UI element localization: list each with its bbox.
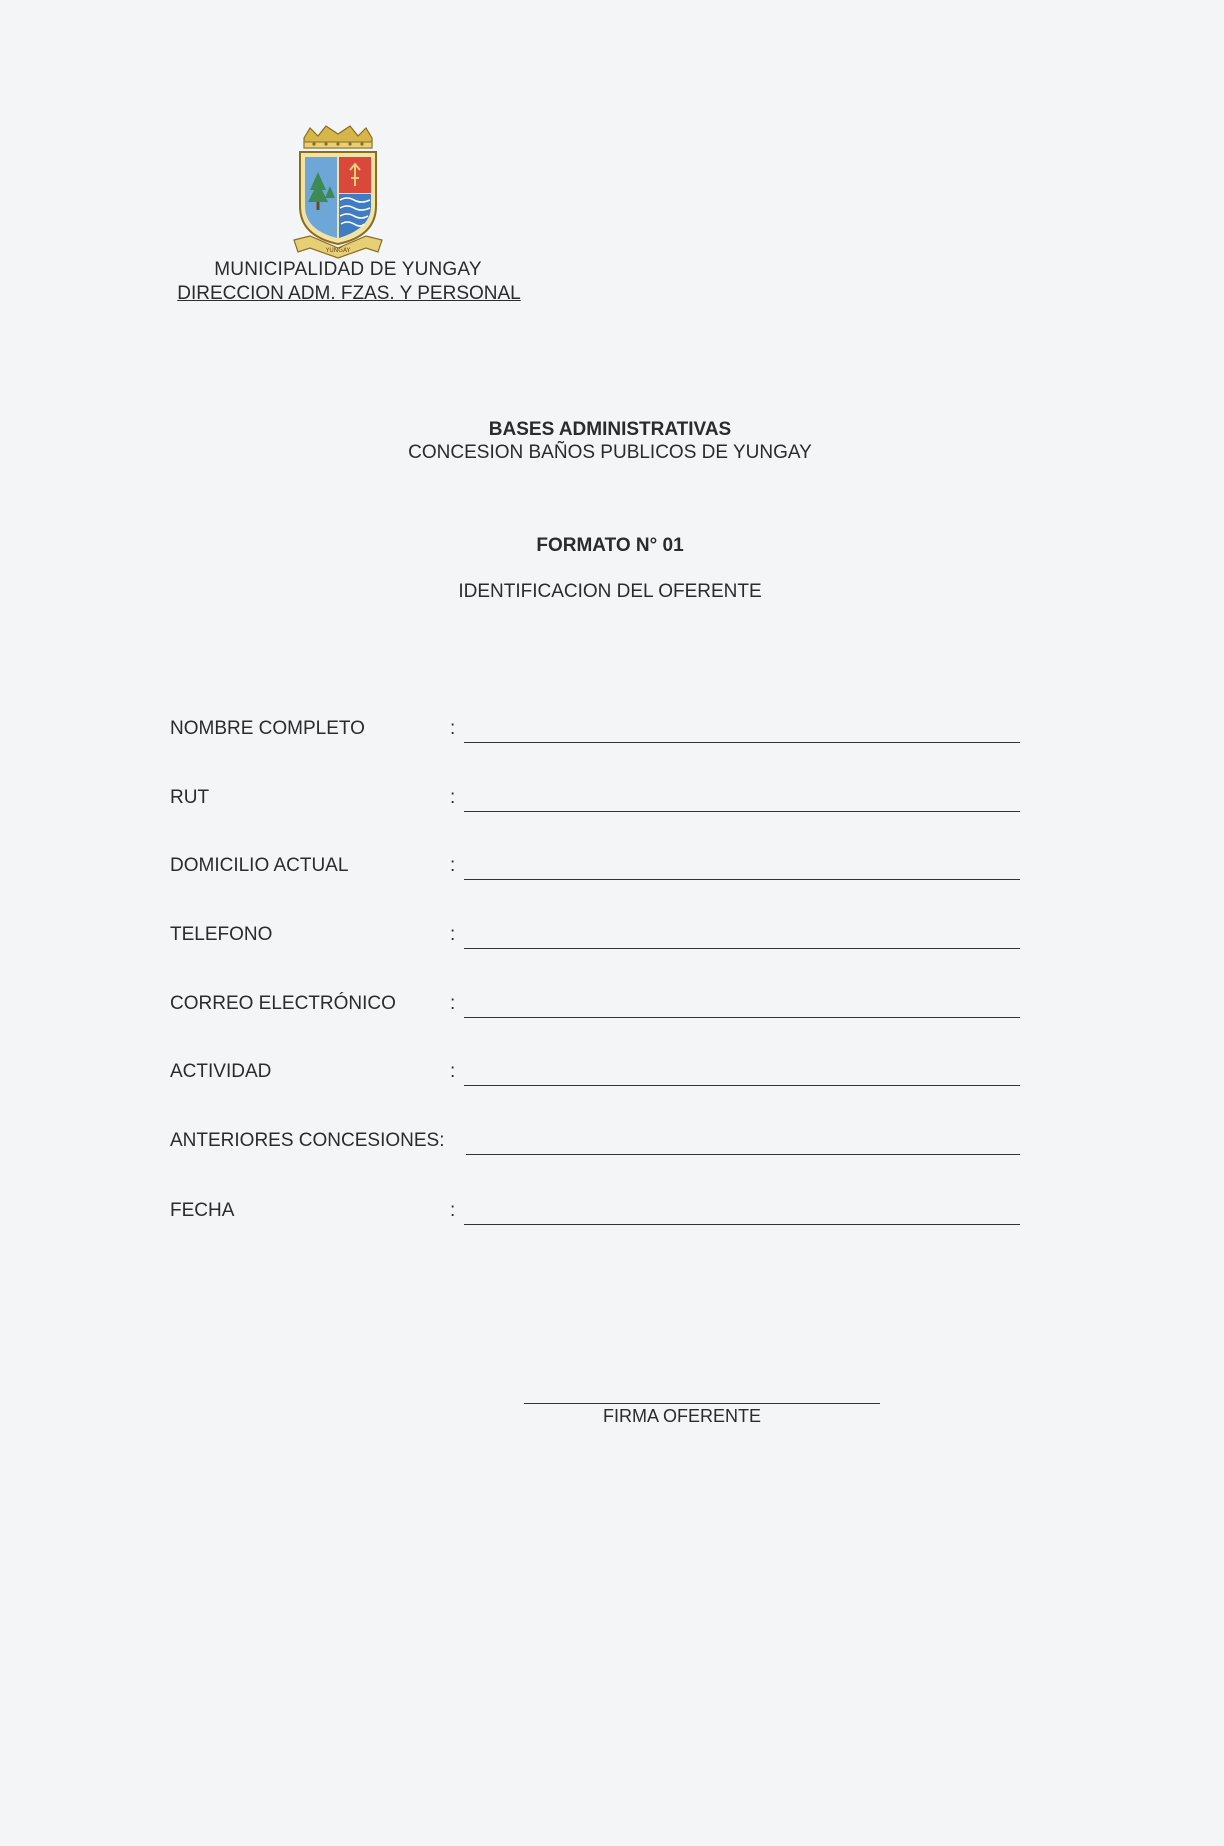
organization-name: MUNICIPALIDAD DE YUNGAY — [214, 259, 482, 280]
rut-field[interactable] — [464, 811, 1020, 812]
actividad-field[interactable] — [464, 1085, 1020, 1086]
format-caption: IDENTIFICACION DEL OFERENTE — [458, 581, 762, 602]
correo-electronico-field[interactable] — [464, 1017, 1020, 1018]
field-separator: : — [450, 1061, 456, 1082]
form-row-nombre-completo — [170, 718, 1020, 748]
format-number: FORMATO N° 01 — [536, 535, 684, 556]
form-row-telefono — [170, 924, 1020, 954]
anteriores-concesiones-field[interactable] — [466, 1154, 1020, 1155]
form-row-domicilio-actual — [170, 855, 1020, 885]
municipal-crest-logo — [290, 124, 386, 260]
field-label: CORREO ELECTRÓNICO — [170, 993, 396, 1014]
field-label: DOMICILIO ACTUAL — [170, 855, 349, 876]
form-row-rut — [170, 787, 1020, 817]
field-label: RUT — [170, 787, 210, 808]
field-label: ACTIVIDAD — [170, 1061, 272, 1082]
field-label: NOMBRE COMPLETO — [170, 718, 365, 739]
field-separator: : — [450, 855, 456, 876]
nombre-completo-field[interactable] — [464, 742, 1020, 743]
field-separator: : — [450, 787, 456, 808]
crest-ribbon-text: YUNGAY — [325, 247, 351, 254]
form-row-anteriores-concesiones — [170, 1130, 1020, 1160]
form-row-fecha — [170, 1200, 1020, 1230]
field-separator: : — [450, 924, 456, 945]
form-row-correo-electronico — [170, 993, 1020, 1023]
signature-field[interactable] — [524, 1403, 880, 1404]
field-separator: : — [450, 993, 456, 1014]
field-separator: : — [450, 718, 456, 739]
form-row-actividad — [170, 1061, 1020, 1091]
field-label: TELEFONO — [170, 924, 273, 945]
field-separator: : — [450, 1200, 456, 1221]
domicilio-actual-field[interactable] — [464, 879, 1020, 880]
telefono-field[interactable] — [464, 948, 1020, 949]
fecha-field[interactable] — [464, 1224, 1020, 1225]
document-subtitle: CONCESION BAÑOS PUBLICOS DE YUNGAY — [408, 442, 812, 463]
field-label: FECHA — [170, 1200, 235, 1221]
department-name: DIRECCION ADM. FZAS. Y PERSONAL — [177, 283, 521, 304]
field-label: ANTERIORES CONCESIONES: — [170, 1130, 445, 1151]
signature-label: FIRMA OFERENTE — [602, 1406, 761, 1426]
document-title: BASES ADMINISTRATIVAS — [488, 419, 732, 440]
